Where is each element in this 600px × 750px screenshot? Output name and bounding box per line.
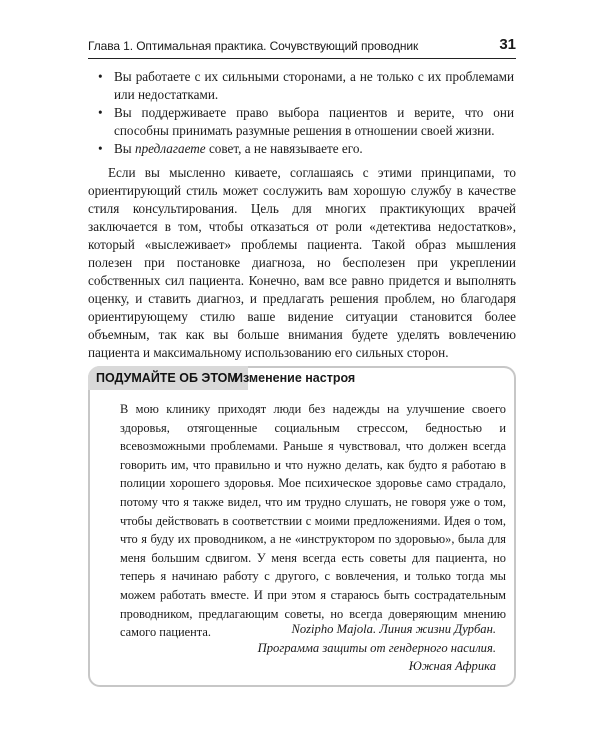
running-header [88,36,516,59]
list-item-text: Вы поддерживаете право выбора пациентов и верите, что они способны принимать разумные решения в отношении своей жизни. [114,105,514,138]
sidebar-attribution [176,620,496,676]
page-number: 31 [499,36,516,53]
sidebar-text: В мою клинику приходят люди без надежды на улучшение своего здоровья, отягощенные социальным стрессом, бедностью и всевозможными проблемами. Раньше я чувствовал, что должен всегда говорить им, что правильно и что нужно делать, как будто я работаю в полиции хорошего здоровья. Мое психическое здоровье само страдало, потому что я также видел, что им трудно слушать, не говоря уже о том, чтобы действовать в соответствии с моими предложениями. Идея о том, что я буду их проводником, а не «инструктором по здоровью», была для меня большим сдвигом. У меня всегда есть советы для пациента, но теперь я начинаю работу с другого, с вовлечения, и только тогда мы можем работать вместе. И при этом я стараюсь быть сострадательным проводником, предлагающим советы, но всегда доверяющим мнению самого пациента. [120,402,506,640]
list-item-text-end: совет, а не навязываете его. [205,141,363,156]
bullet-list [88,68,514,158]
attribution-line: Nozipho Majola. Линия жизни Дурбан. [291,622,496,636]
bullet-icon: • [98,141,103,156]
body-paragraph: Если вы мысленно киваете, соглашаясь с этими принципами, то ориентирующий стиль может сослужить вам хорошую службу в качестве стиля консультирования. Цель для многих практикующих врачей заключается в том, чтобы отказаться от роли «детектива недостатков», который «выслеживает» проблемы пациента. Такой образ мышления полезен при постановке диагноза, но бесполезен при укреплении собственных сил пациента. Конечно, вам все равно придется и выполнять оценку, и ставить диагноз, и предлагать решения проблем, но благодаря ориентирующему стилю ваше видение ситуации становится более объемным, так как вы больше внимания будете уделять вовлечению пациента и максимальному использованию его сильных сторон. [88,165,516,360]
list-item-text-start: Вы [114,141,135,156]
list-item-emphasis: предлагаете [134,141,206,156]
list-item [88,104,514,140]
sidebar-header [88,366,516,390]
sidebar-subtitle: Изменение настроя [234,371,356,385]
running-title: Глава 1. Оптимальная практика. Сочувствующий проводник [88,39,419,53]
list-item [88,140,514,158]
attribution-line: Программа защиты от гендерного насилия. [257,640,496,655]
bullet-icon: • [98,69,103,84]
list-item-text: Вы работаете с их сильными сторонами, а не только с их проблемами или недостатками. [114,69,514,102]
bullet-icon: • [98,105,103,120]
attribution-line: Южная Африка [408,659,496,674]
list-item [88,68,514,104]
sidebar-tag: ПОДУМАЙТЕ ОБ ЭТОМ [88,366,248,390]
